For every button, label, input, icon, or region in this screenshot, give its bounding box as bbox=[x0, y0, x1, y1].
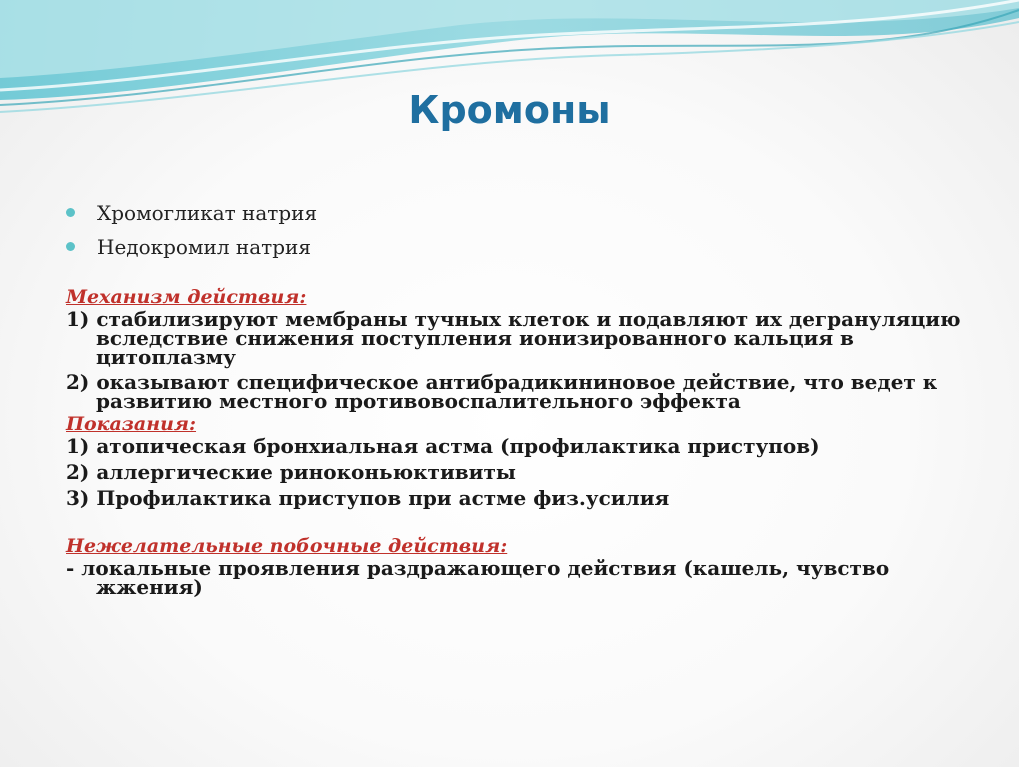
indication-item: 2) аллергические риноконьюктивиты bbox=[66, 460, 516, 484]
side-effects-heading: Нежелательные побочные действия: bbox=[66, 535, 508, 557]
bullet-list bbox=[66, 199, 317, 267]
list-item bbox=[66, 199, 317, 233]
bullet-text: Хромогликат натрия bbox=[97, 201, 318, 225]
side-effect-item: - локальные проявления раздражающего действия (кашель, чувство жжения) bbox=[66, 556, 890, 599]
mechanism-heading: Механизм действия: bbox=[66, 286, 307, 308]
bullet-dot-icon bbox=[66, 242, 75, 251]
mechanism-item: 2) оказывают специфическое антибрадикининовое действие, что ведет к развитию местного противовоспалительного эффекта bbox=[66, 370, 938, 413]
indications-heading: Показания: bbox=[66, 413, 197, 435]
bullet-text: Недокромил натрия bbox=[97, 235, 311, 259]
slide-body bbox=[66, 284, 966, 597]
indication-item: 1) атопическая бронхиальная астма (профилактика приступов) bbox=[66, 434, 820, 458]
list-item bbox=[66, 233, 317, 267]
page-title: Кромоны bbox=[408, 88, 611, 132]
indication-item: 3) Профилактика приступов при астме физ.усилия bbox=[66, 486, 670, 510]
bullet-dot-icon bbox=[66, 208, 75, 217]
mechanism-item: 1) стабилизируют мембраны тучных клеток и подавляют их дегрануляцию вследствие снижения поступления ионизированного кальция в цитоплазму bbox=[66, 307, 961, 369]
